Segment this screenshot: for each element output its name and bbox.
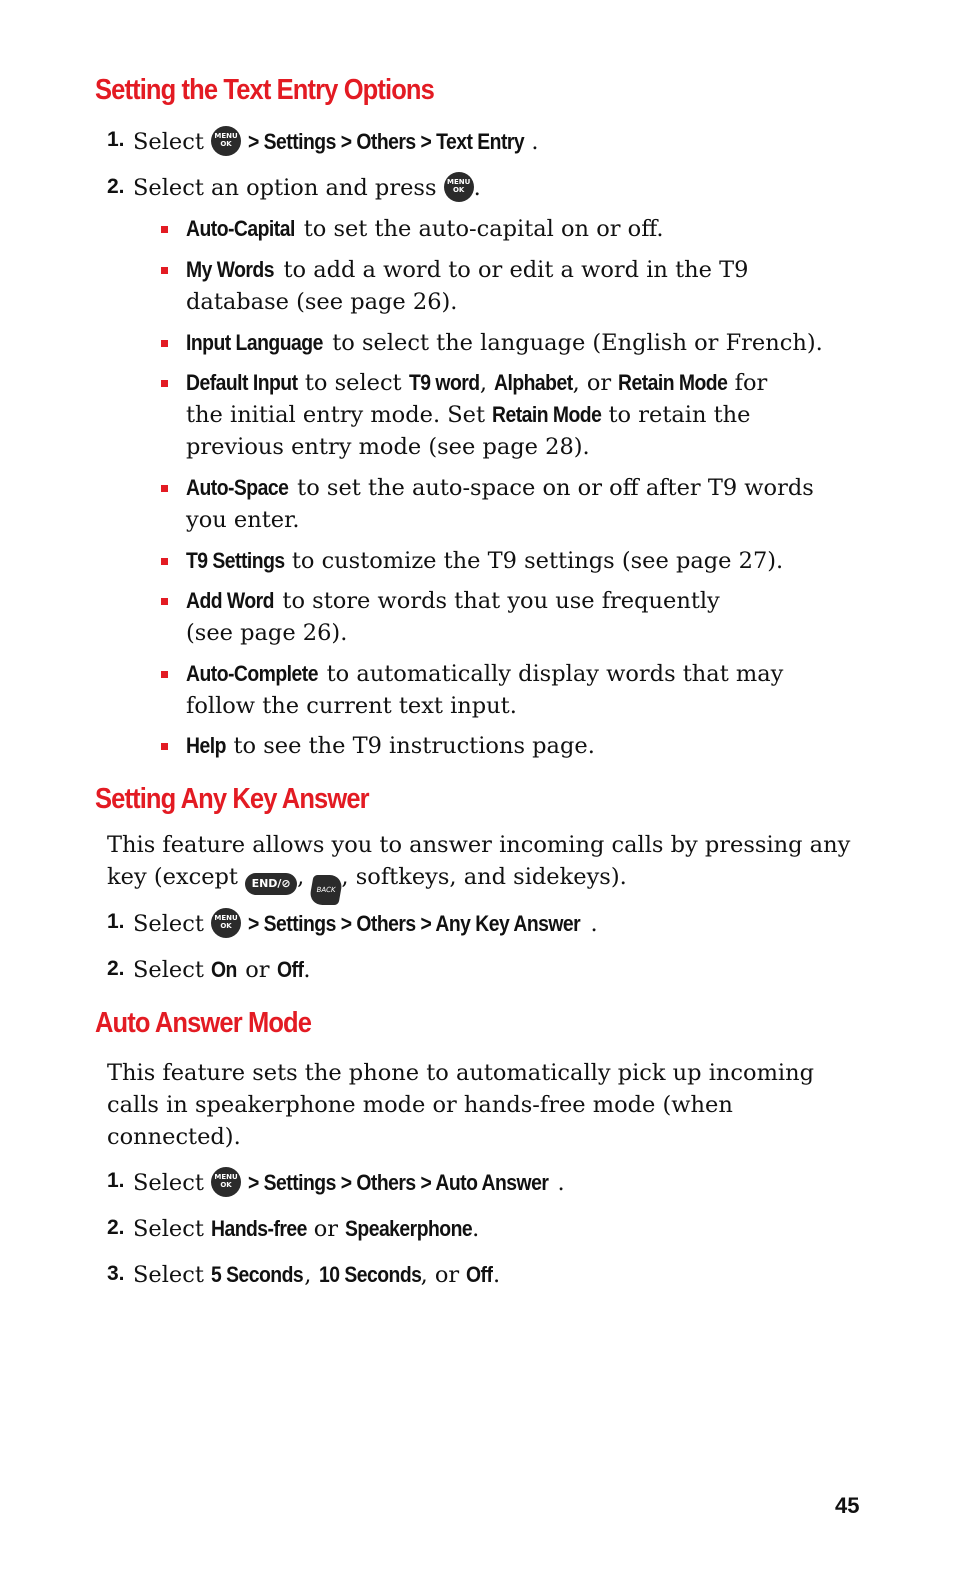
list-item-continuation: database (see page 26). (186, 289, 458, 315)
step-number: 1. (107, 910, 125, 933)
back-key-icon: BACK (309, 875, 344, 905)
step-number: 1. (107, 128, 125, 151)
menu-ok-key-icon (444, 172, 474, 202)
list-item: Default Input to select T9 word, Alphabet, or Retain Mode for (186, 370, 768, 396)
list-item-continuation: previous entry mode (see page 28). (186, 434, 590, 460)
step-auto-answer-2: Select Hands-free or Speakerphone. (133, 1216, 480, 1242)
list-item-continuation: (see page 26). (186, 620, 348, 646)
paragraph-line: key (except END/⊘ , BACK , softkeys, and sidekeys). (107, 861, 627, 905)
list-item: My Words to add a word to or edit a word in the T9 (186, 257, 749, 283)
list-item-continuation: the initial entry mode. Set Retain Mode to retain the (186, 402, 751, 428)
bullet-marker (161, 743, 168, 750)
menu-ok-key-icon (211, 1167, 241, 1197)
paragraph-line: This feature sets the phone to automatically pick up incoming (107, 1060, 814, 1086)
section-heading-auto-answer: Auto Answer Mode (95, 1007, 312, 1039)
step-any-key-1: Select MENU OK > Settings > Others > Any Key Answer . (133, 908, 598, 940)
step-text-entry-1: Select MENU OK > Settings > Others > Text Entry . (133, 126, 538, 158)
section-heading-text-entry: Setting the Text Entry Options (95, 74, 434, 106)
step-any-key-2: Select On or Off. (133, 957, 311, 983)
bullet-marker (161, 340, 168, 347)
bullet-marker (161, 485, 168, 492)
list-item: T9 Settings to customize the T9 settings (see page 27). (186, 548, 784, 574)
menu-ok-key-icon (211, 908, 241, 938)
bullet-marker (161, 671, 168, 678)
paragraph-line: This feature allows you to answer incoming calls by pressing any (107, 832, 851, 858)
step-auto-answer-3: Select 5 Seconds, 10 Seconds, or Off. (133, 1262, 501, 1288)
list-item-continuation: you enter. (186, 507, 300, 533)
section-heading-any-key-answer: Setting Any Key Answer (95, 783, 369, 815)
step-number: 2. (107, 1216, 125, 1239)
end-key-icon: END/⊘ (245, 873, 297, 895)
step-number: 1. (107, 1169, 125, 1192)
list-item: Add Word to store words that you use frequently (186, 588, 720, 614)
step-number: 2. (107, 957, 125, 980)
bullet-marker (161, 558, 168, 565)
bullet-marker (161, 598, 168, 605)
paragraph-line: connected). (107, 1124, 241, 1150)
list-item: Auto-Capital to set the auto-capital on or off. (186, 216, 664, 242)
step-auto-answer-1: Select MENU OK > Settings > Others > Auto Answer . (133, 1167, 565, 1199)
list-item: Help to see the T9 instructions page. (186, 733, 595, 759)
bullet-marker (161, 380, 168, 387)
list-item: Auto-Complete to automatically display words that may (186, 661, 784, 687)
list-item: Auto-Space to set the auto-space on or off after T9 words (186, 475, 814, 501)
bullet-marker (161, 226, 168, 233)
list-item-continuation: follow the current text input. (186, 693, 517, 719)
list-item: Input Language to select the language (English or French). (186, 330, 823, 356)
step-text-entry-2: Select an option and press MENU OK . (133, 172, 481, 204)
step-number: 3. (107, 1262, 125, 1285)
page-number: 45 (835, 1493, 860, 1518)
menu-ok-key-icon (211, 126, 241, 156)
bullet-marker (161, 267, 168, 274)
step-number: 2. (107, 175, 125, 198)
paragraph-line: calls in speakerphone mode or hands-free mode (when (107, 1092, 733, 1118)
